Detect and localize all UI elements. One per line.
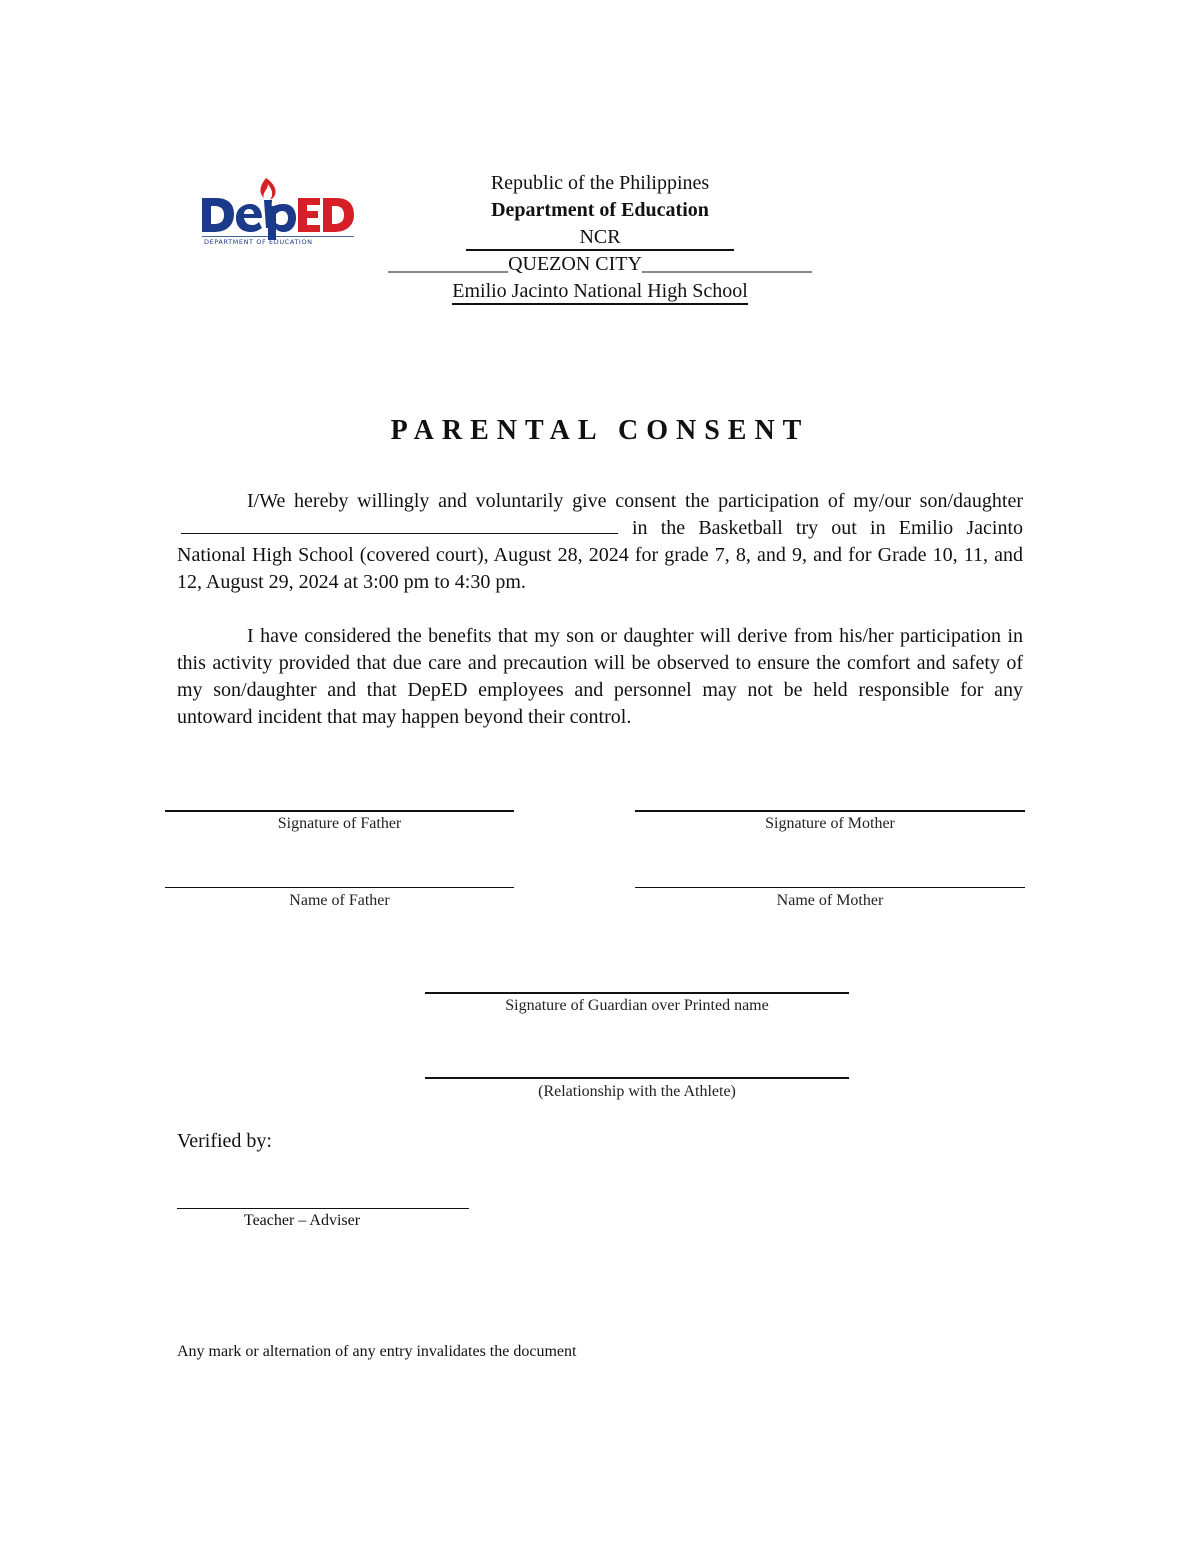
mother-signature-label: Signature of Mother [765,815,895,832]
header-school-name: Emilio Jacinto National High School [452,280,748,305]
header-region-label: NCR [466,225,734,251]
verified-by-label: Verified by: [177,1130,272,1152]
document-title: PARENTAL CONSENT [390,415,810,446]
header-division-suffix: _________________ [641,253,812,275]
header-republic: Republic of the Philippines [490,172,710,194]
mother-signature-line[interactable] [635,810,1025,812]
adviser-signature-line[interactable] [177,1208,469,1209]
guardian-signature-label: Signature of Guardian over Printed name [505,997,769,1014]
consent-paragraph-start: I/We hereby willingly and voluntarily give consent the participation of my/our son/daughter [247,490,1023,512]
guardian-signature-line[interactable] [425,992,849,994]
child-name-blank[interactable] [181,515,618,534]
consent-paragraph-end: in the Basketball try out in Emilio Jacinto National High School (covered court), August 28, 2024 for grade 7, 8, and 9, and for Grade 10, 11, and 12, August 29, 2024 at 3:00 pm to 4:30 pm. [177,517,1023,593]
mother-name-label: Name of Mother [776,892,884,909]
relationship-line[interactable] [425,1077,849,1079]
father-signature-label: Signature of Father [277,815,402,832]
mother-name-line[interactable] [635,887,1025,888]
father-name-line[interactable] [165,887,514,888]
header-school [300,278,900,305]
header-region [300,224,900,251]
consent-paragraph [177,488,1023,596]
relationship-label: (Relationship with the Athlete) [538,1083,736,1100]
footer-note: Any mark or alternation of any entry invalidates the document [177,1343,577,1360]
father-signature-line[interactable] [165,810,514,812]
benefits-paragraph: I have considered the benefits that my son or daughter will derive from his/her participation in this activity provided that due care and precaution will be observed to ensure the comfort and safety of my son/daughter and that DepED employees and personnel may not be held responsible for any untoward incident that may happen beyond their control. [177,625,1023,728]
header-division [300,251,900,278]
father-name-label: Name of Father [289,892,390,909]
adviser-role-label: Teacher – Adviser [243,1212,361,1229]
header-division-prefix: ____________ [388,253,509,275]
logo-tagline: DEPARTMENT OF EDUCATION [204,238,313,246]
header-department: Department of Education [491,199,709,221]
header-division-label: QUEZON CITY [508,253,642,275]
